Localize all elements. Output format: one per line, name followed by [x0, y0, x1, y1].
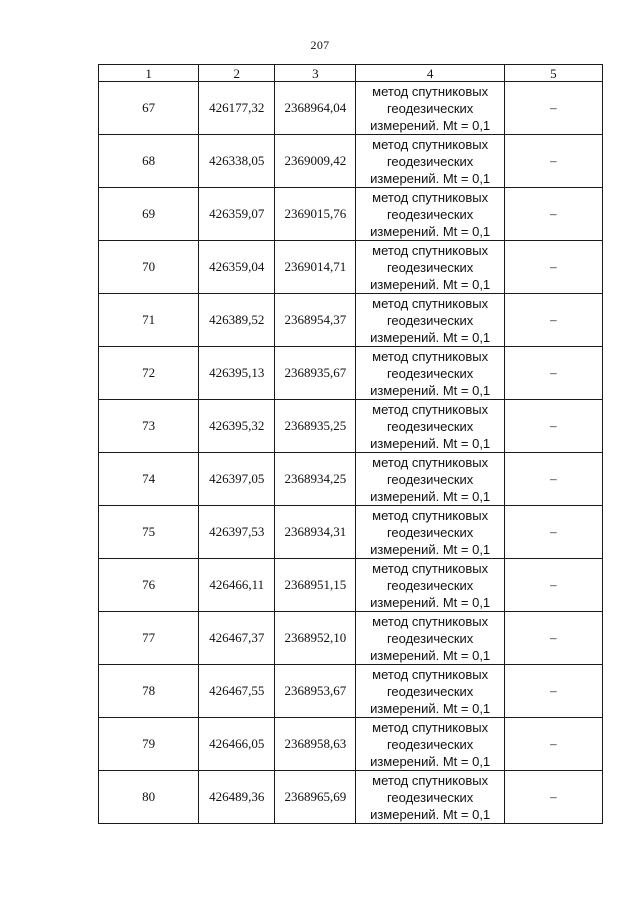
method-description: [356, 771, 504, 824]
point-number: 70: [99, 241, 199, 294]
column-header-5: 5: [504, 65, 602, 82]
method-description: [356, 241, 504, 294]
method-description: [356, 135, 504, 188]
method-line-3: измерений. Mt = 0,1: [370, 541, 491, 557]
coordinate-y: 2368935,67: [275, 347, 356, 400]
column-header-2: 2: [199, 65, 275, 82]
method-line-2: геодезических: [386, 365, 474, 381]
point-number: 79: [99, 718, 199, 771]
coordinate-y: 2368952,10: [275, 612, 356, 665]
method-line-1: метод спутниковых: [372, 136, 489, 152]
method-description: [356, 347, 504, 400]
column-header-3: 3: [275, 65, 356, 82]
note-dash: –: [504, 400, 602, 453]
coordinate-y: 2368934,31: [275, 506, 356, 559]
method-description: [356, 559, 504, 612]
method-line-2: геодезических: [386, 630, 474, 646]
method-description: [356, 82, 504, 135]
note-dash: –: [504, 559, 602, 612]
method-line-2: геодезических: [386, 736, 474, 752]
method-line-1: метод спутниковых: [372, 560, 489, 576]
coordinate-x: 426467,37: [199, 612, 275, 665]
coordinate-y: 2368951,15: [275, 559, 356, 612]
coordinate-x: 426389,52: [199, 294, 275, 347]
note-dash: –: [504, 347, 602, 400]
method-line-3: измерений. Mt = 0,1: [370, 276, 491, 292]
method-line-2: геодезических: [386, 683, 474, 699]
table-row: [99, 559, 603, 612]
table-row: [99, 241, 603, 294]
header-row: [99, 65, 603, 82]
method-description: [356, 188, 504, 241]
coordinate-x: 426489,36: [199, 771, 275, 824]
coordinate-y: 2369014,71: [275, 241, 356, 294]
coordinate-x: 426466,11: [199, 559, 275, 612]
method-description: [356, 665, 504, 718]
note-dash: –: [504, 294, 602, 347]
column-header-4: 4: [356, 65, 504, 82]
method-line-2: геодезических: [386, 418, 474, 434]
table-row: [99, 347, 603, 400]
table-row: [99, 665, 603, 718]
coordinate-x: 426359,04: [199, 241, 275, 294]
method-line-3: измерений. Mt = 0,1: [370, 223, 491, 239]
method-line-2: геодезических: [386, 100, 474, 116]
coordinate-x: 426359,07: [199, 188, 275, 241]
method-line-1: метод спутниковых: [372, 295, 489, 311]
method-line-3: измерений. Mt = 0,1: [370, 382, 491, 398]
coordinate-x: 426338,05: [199, 135, 275, 188]
coordinate-y: 2368935,25: [275, 400, 356, 453]
table-row: [99, 453, 603, 506]
table-row: [99, 188, 603, 241]
point-number: 74: [99, 453, 199, 506]
method-description: [356, 718, 504, 771]
coordinate-y: 2368934,25: [275, 453, 356, 506]
coordinate-y: 2368953,67: [275, 665, 356, 718]
method-line-2: геодезических: [386, 259, 474, 275]
column-header-1: 1: [99, 65, 199, 82]
coordinates-table: [98, 64, 603, 824]
coordinate-x: 426466,05: [199, 718, 275, 771]
method-line-1: метод спутниковых: [372, 666, 489, 682]
method-description: [356, 453, 504, 506]
table-row: [99, 771, 603, 824]
method-line-1: метод спутниковых: [372, 348, 489, 364]
table-header: [99, 65, 603, 82]
note-dash: –: [504, 665, 602, 718]
method-line-1: метод спутниковых: [372, 719, 489, 735]
page-number: 207: [310, 38, 330, 52]
method-line-1: метод спутниковых: [372, 772, 489, 788]
note-dash: –: [504, 135, 602, 188]
table-row: [99, 400, 603, 453]
note-dash: –: [504, 718, 602, 771]
method-line-3: измерений. Mt = 0,1: [370, 117, 491, 133]
method-line-2: геодезических: [386, 471, 474, 487]
note-dash: –: [504, 82, 602, 135]
point-number: 78: [99, 665, 199, 718]
point-number: 77: [99, 612, 199, 665]
point-number: 68: [99, 135, 199, 188]
method-line-3: измерений. Mt = 0,1: [370, 435, 491, 451]
note-dash: –: [504, 453, 602, 506]
note-dash: –: [504, 771, 602, 824]
table-row: [99, 294, 603, 347]
point-number: 71: [99, 294, 199, 347]
table-row: [99, 506, 603, 559]
method-line-3: измерений. Mt = 0,1: [370, 329, 491, 345]
note-dash: –: [504, 188, 602, 241]
method-line-2: геодезических: [386, 312, 474, 328]
point-number: 72: [99, 347, 199, 400]
method-description: [356, 506, 504, 559]
method-line-2: геодезических: [386, 524, 474, 540]
table-row: [99, 135, 603, 188]
coordinate-y: 2368965,69: [275, 771, 356, 824]
point-number: 67: [99, 82, 199, 135]
coordinate-y: 2368954,37: [275, 294, 356, 347]
note-dash: –: [504, 506, 602, 559]
method-line-3: измерений. Mt = 0,1: [370, 594, 491, 610]
method-line-1: метод спутниковых: [372, 507, 489, 523]
note-dash: –: [504, 241, 602, 294]
method-description: [356, 400, 504, 453]
method-line-2: геодезических: [386, 153, 474, 169]
coordinate-x: 426397,53: [199, 506, 275, 559]
coordinate-x: 426397,05: [199, 453, 275, 506]
method-line-1: метод спутниковых: [372, 83, 489, 99]
table-row: [99, 612, 603, 665]
coordinate-y: 2369015,76: [275, 188, 356, 241]
coordinate-x: 426467,55: [199, 665, 275, 718]
point-number: 80: [99, 771, 199, 824]
method-line-3: измерений. Mt = 0,1: [370, 647, 491, 663]
method-line-1: метод спутниковых: [372, 242, 489, 258]
method-line-1: метод спутниковых: [372, 613, 489, 629]
note-dash: –: [504, 612, 602, 665]
method-line-1: метод спутниковых: [372, 189, 489, 205]
point-number: 69: [99, 188, 199, 241]
table-row: [99, 718, 603, 771]
coordinate-x: 426177,32: [199, 82, 275, 135]
method-line-2: геодезических: [386, 577, 474, 593]
method-line-1: метод спутниковых: [372, 401, 489, 417]
method-line-2: геодезических: [386, 789, 474, 805]
table-body: [99, 82, 603, 824]
point-number: 76: [99, 559, 199, 612]
coordinate-y: 2368958,63: [275, 718, 356, 771]
method-line-3: измерений. Mt = 0,1: [370, 806, 491, 822]
method-description: [356, 612, 504, 665]
coordinate-y: 2368964,04: [275, 82, 356, 135]
coordinate-y: 2369009,42: [275, 135, 356, 188]
method-line-3: измерений. Mt = 0,1: [370, 488, 491, 504]
method-line-3: измерений. Mt = 0,1: [370, 753, 491, 769]
table-row: [99, 82, 603, 135]
coordinate-x: 426395,13: [199, 347, 275, 400]
method-line-1: метод спутниковых: [372, 454, 489, 470]
point-number: 73: [99, 400, 199, 453]
method-description: [356, 294, 504, 347]
coordinate-x: 426395,32: [199, 400, 275, 453]
method-line-3: измерений. Mt = 0,1: [370, 170, 491, 186]
method-line-2: геодезических: [386, 206, 474, 222]
point-number: 75: [99, 506, 199, 559]
method-line-3: измерений. Mt = 0,1: [370, 700, 491, 716]
